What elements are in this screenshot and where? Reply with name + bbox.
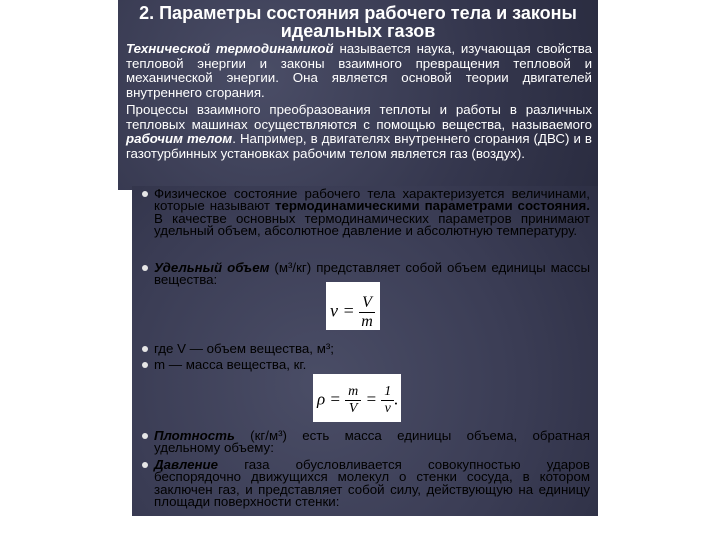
formula-specific-volume [326,282,380,330]
bullet-icon [142,462,148,468]
term-specific-volume: Удельный объем [154,260,270,275]
formula-numerator: 1 [381,384,394,401]
title-line-2: идеальных газов [280,21,436,41]
list-item-text: Физическое состояние рабочего тела характеризуется величинами, которые называют [154,186,590,214]
bullet-icon [142,346,148,352]
list-item-text: (кг/м³) есть масса единицы объема, обратная удельному объему: [154,428,590,456]
term-density: Плотность [154,428,235,443]
paragraph-definition [126,42,592,100]
term-pressure: Давление [154,457,219,472]
term-technical-thermodynamics: Технической термодинамикой [126,41,334,56]
formula-denominator: v [384,401,391,416]
formula-numerator: V [359,294,375,313]
list-item-state-parameters [138,188,590,238]
formula-period: . [394,389,399,409]
list-item-mass-def [138,359,590,371]
list-item-text: m — масса вещества, кг. [154,357,307,372]
formula-lhs: ρ = [317,389,341,409]
paragraph-working-body-text-b: . Например, в двигателях внутреннего сгорания (ДВС) и в газотурбинных установках рабочим телом является газ (воздух). [126,131,593,161]
bullet-icon [142,265,148,271]
list-item-density [138,430,590,455]
formula-density [313,374,401,422]
list-item-volume-def [138,343,590,355]
bullet-icon [142,362,148,368]
paragraph-working-body-text-a: Процессы взаимного преобразования теплоты и работы в различных тепловых машинах осуществляются с помощью вещества, называемого [126,102,592,132]
formula-denominator: m [361,313,373,330]
slide-top [118,0,598,190]
formula-equals: = [365,389,377,409]
list-item-pressure [138,459,590,509]
term-working-body: рабочим телом [126,131,233,147]
list-item-text: (м³/кг) представляет собой объем единицы массы вещества: [154,260,591,288]
bullet-icon [142,433,148,439]
bullet-icon [142,191,148,197]
list-item-text: где V — объем вещества, м³; [154,341,334,356]
paragraph-definition-text: называется наука, изучающая свойства тепловой энергии и законы взаимного превращения тепловой и механической энергии. Она является основой теории двигателей внутреннего сгорания. [126,41,593,100]
formula-denominator: V [348,401,358,416]
formula-lhs: v = [330,300,355,321]
formula-numerator: m [345,384,361,401]
slide-bottom [132,186,598,516]
list-item-text: газа обусловливается совокупностью ударов беспорядочно движущихся молекул о стенки сосуда, в котором заключен газ, и представляет собой силу, действующую на единицу площади поверхности стенки: [154,457,590,510]
list-item-text: В качестве основных термодинамических параметров принимают удельный объем, абсолютное давление и абсолютную температуру. [154,210,590,239]
title-line-1: 2. Параметры состояния рабочего тела и законы [139,3,577,23]
term-state-parameters: термодинамическими параметрами состояния. [274,198,590,214]
paragraph-working-body [126,103,592,161]
slide-title [118,4,598,40]
